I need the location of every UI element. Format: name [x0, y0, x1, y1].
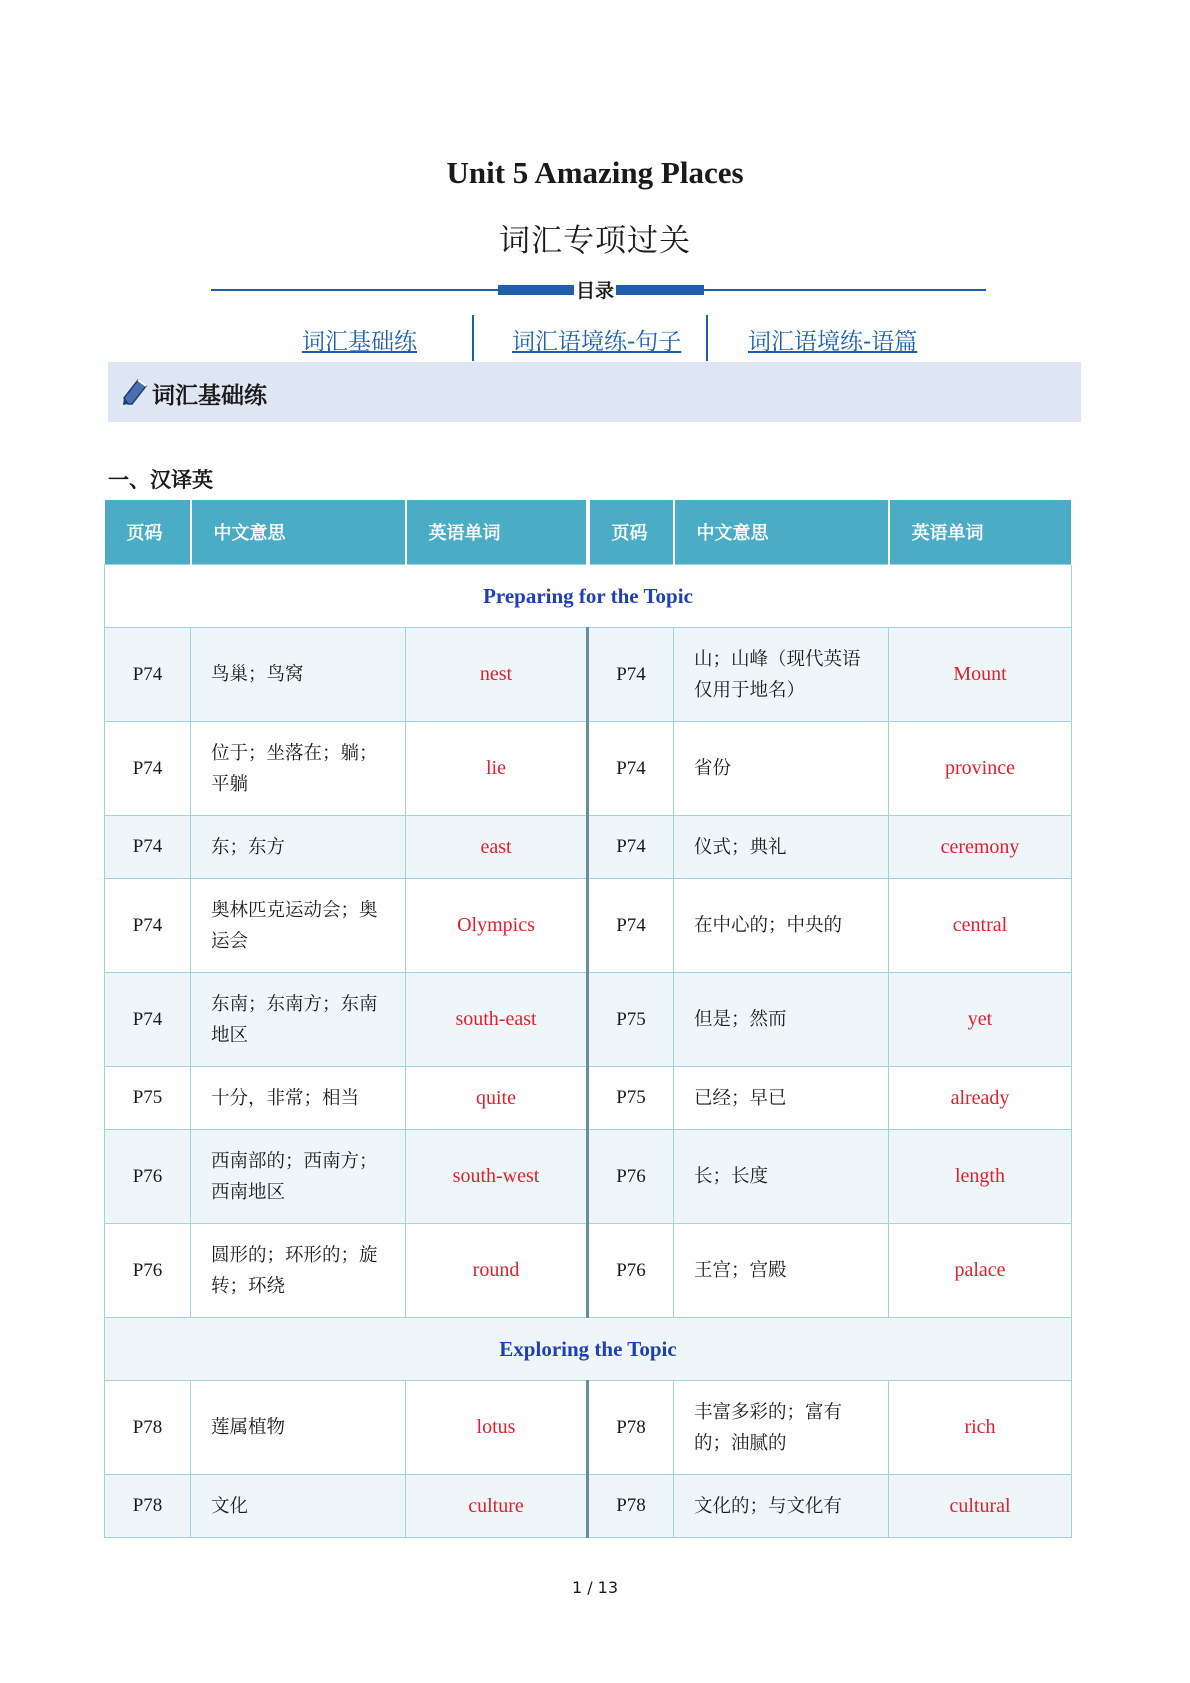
- group-row: [105, 1318, 1072, 1381]
- table-row: [105, 816, 1072, 879]
- page-cell: P74: [105, 628, 191, 722]
- english-cell: nest: [406, 628, 588, 722]
- chinese-cell: 王宫；宫殿: [674, 1224, 889, 1318]
- table-row: [105, 973, 1072, 1067]
- chinese-cell: 东南；东南方；东南地区: [191, 973, 406, 1067]
- header-chinese: 中文意思: [674, 500, 889, 565]
- page-cell: P78: [588, 1475, 674, 1538]
- english-cell: yet: [889, 973, 1072, 1067]
- chinese-cell: 长；长度: [674, 1130, 889, 1224]
- table-row: [105, 1130, 1072, 1224]
- english-cell: lie: [406, 722, 588, 816]
- page-cell: P74: [105, 816, 191, 879]
- page-cell: P76: [588, 1224, 674, 1318]
- chinese-cell: 圆形的；环形的；旋转；环绕: [191, 1224, 406, 1318]
- chinese-cell: 十分，非常；相当: [191, 1067, 406, 1130]
- toc-link-basic[interactable]: 词汇基础练: [302, 329, 417, 355]
- english-cell: ceremony: [889, 816, 1072, 879]
- english-cell: quite: [406, 1067, 588, 1130]
- pencil-icon: [122, 378, 148, 406]
- table-row: [105, 722, 1072, 816]
- english-cell: cultural: [889, 1475, 1072, 1538]
- section-banner: [108, 362, 1081, 422]
- english-cell: culture: [406, 1475, 588, 1538]
- toc-bar-left: [498, 285, 576, 295]
- toc-label: 目录: [574, 276, 616, 303]
- page-cell: P78: [105, 1475, 191, 1538]
- english-cell: south-west: [406, 1130, 588, 1224]
- header-english: 英语单词: [889, 500, 1072, 565]
- toc-links: [0, 315, 1190, 361]
- page-cell: P74: [588, 722, 674, 816]
- page-cell: P76: [105, 1130, 191, 1224]
- chinese-cell: 已经；早已: [674, 1067, 889, 1130]
- table-row: [105, 1224, 1072, 1318]
- page-cell: P75: [588, 1067, 674, 1130]
- english-cell: east: [406, 816, 588, 879]
- section-banner-title: 词汇基础练: [152, 383, 267, 409]
- chinese-cell: 鸟巢；鸟窝: [191, 628, 406, 722]
- table-row: [105, 1381, 1072, 1475]
- english-cell: length: [889, 1130, 1072, 1224]
- toc-divider-left: [211, 289, 501, 291]
- chinese-cell: 西南部的；西南方；西南地区: [191, 1130, 406, 1224]
- group-row: [105, 565, 1072, 628]
- page-cell: P74: [588, 816, 674, 879]
- sub-heading: 一、汉译英: [108, 468, 213, 492]
- english-cell: round: [406, 1224, 588, 1318]
- toc-link-sentences[interactable]: 词汇语境练-句子: [512, 329, 682, 355]
- page-number: 1 / 13: [571, 1578, 619, 1597]
- chinese-cell: 莲属植物: [191, 1381, 406, 1475]
- page-subtitle: 词汇专项过关: [499, 223, 691, 259]
- toc-separator: [472, 315, 474, 361]
- english-cell: lotus: [406, 1381, 588, 1475]
- english-cell: rich: [889, 1381, 1072, 1475]
- page-cell: P75: [588, 973, 674, 1067]
- english-cell: palace: [889, 1224, 1072, 1318]
- page-cell: P78: [105, 1381, 191, 1475]
- header-page: 页码: [588, 500, 674, 565]
- page-cell: P78: [588, 1381, 674, 1475]
- chinese-cell: 省份: [674, 722, 889, 816]
- toc-link-passages[interactable]: 词汇语境练-语篇: [748, 329, 918, 355]
- page-cell: P74: [105, 973, 191, 1067]
- page-cell: P74: [588, 628, 674, 722]
- page-cell: P76: [588, 1130, 674, 1224]
- toc-divider-right: [700, 289, 986, 291]
- english-cell: province: [889, 722, 1072, 816]
- page-cell: P74: [105, 879, 191, 973]
- chinese-cell: 仪式；典礼: [674, 816, 889, 879]
- english-cell: Olympics: [406, 879, 588, 973]
- header-chinese: 中文意思: [191, 500, 406, 565]
- chinese-cell: 在中心的；中央的: [674, 879, 889, 973]
- english-cell: Mount: [889, 628, 1072, 722]
- chinese-cell: 文化: [191, 1475, 406, 1538]
- vocabulary-table: [104, 500, 1073, 1538]
- english-cell: central: [889, 879, 1072, 973]
- table-row: [105, 1475, 1072, 1538]
- chinese-cell: 山；山峰（现代英语仅用于地名）: [674, 628, 889, 722]
- page-cell: P76: [105, 1224, 191, 1318]
- table-header-row: [105, 500, 1072, 565]
- header-page: 页码: [105, 500, 191, 565]
- chinese-cell: 但是；然而: [674, 973, 889, 1067]
- toc-separator: [706, 315, 708, 361]
- chinese-cell: 奥林匹克运动会；奥运会: [191, 879, 406, 973]
- table-row: [105, 1067, 1072, 1130]
- chinese-cell: 文化的；与文化有: [674, 1475, 889, 1538]
- page-title: Unit 5 Amazing Places: [446, 155, 744, 190]
- english-cell: south-east: [406, 973, 588, 1067]
- table-row: [105, 879, 1072, 973]
- chinese-cell: 位于；坐落在；躺；平躺: [191, 722, 406, 816]
- page-cell: P74: [105, 722, 191, 816]
- group-title: Preparing for the Topic: [105, 565, 1072, 628]
- page-cell: P75: [105, 1067, 191, 1130]
- toc-bar-right: [614, 285, 704, 295]
- english-cell: already: [889, 1067, 1072, 1130]
- chinese-cell: 丰富多彩的；富有的；油腻的: [674, 1381, 889, 1475]
- group-title: Exploring the Topic: [105, 1318, 1072, 1381]
- page-cell: P74: [588, 879, 674, 973]
- chinese-cell: 东；东方: [191, 816, 406, 879]
- header-english: 英语单词: [406, 500, 588, 565]
- table-row: [105, 628, 1072, 722]
